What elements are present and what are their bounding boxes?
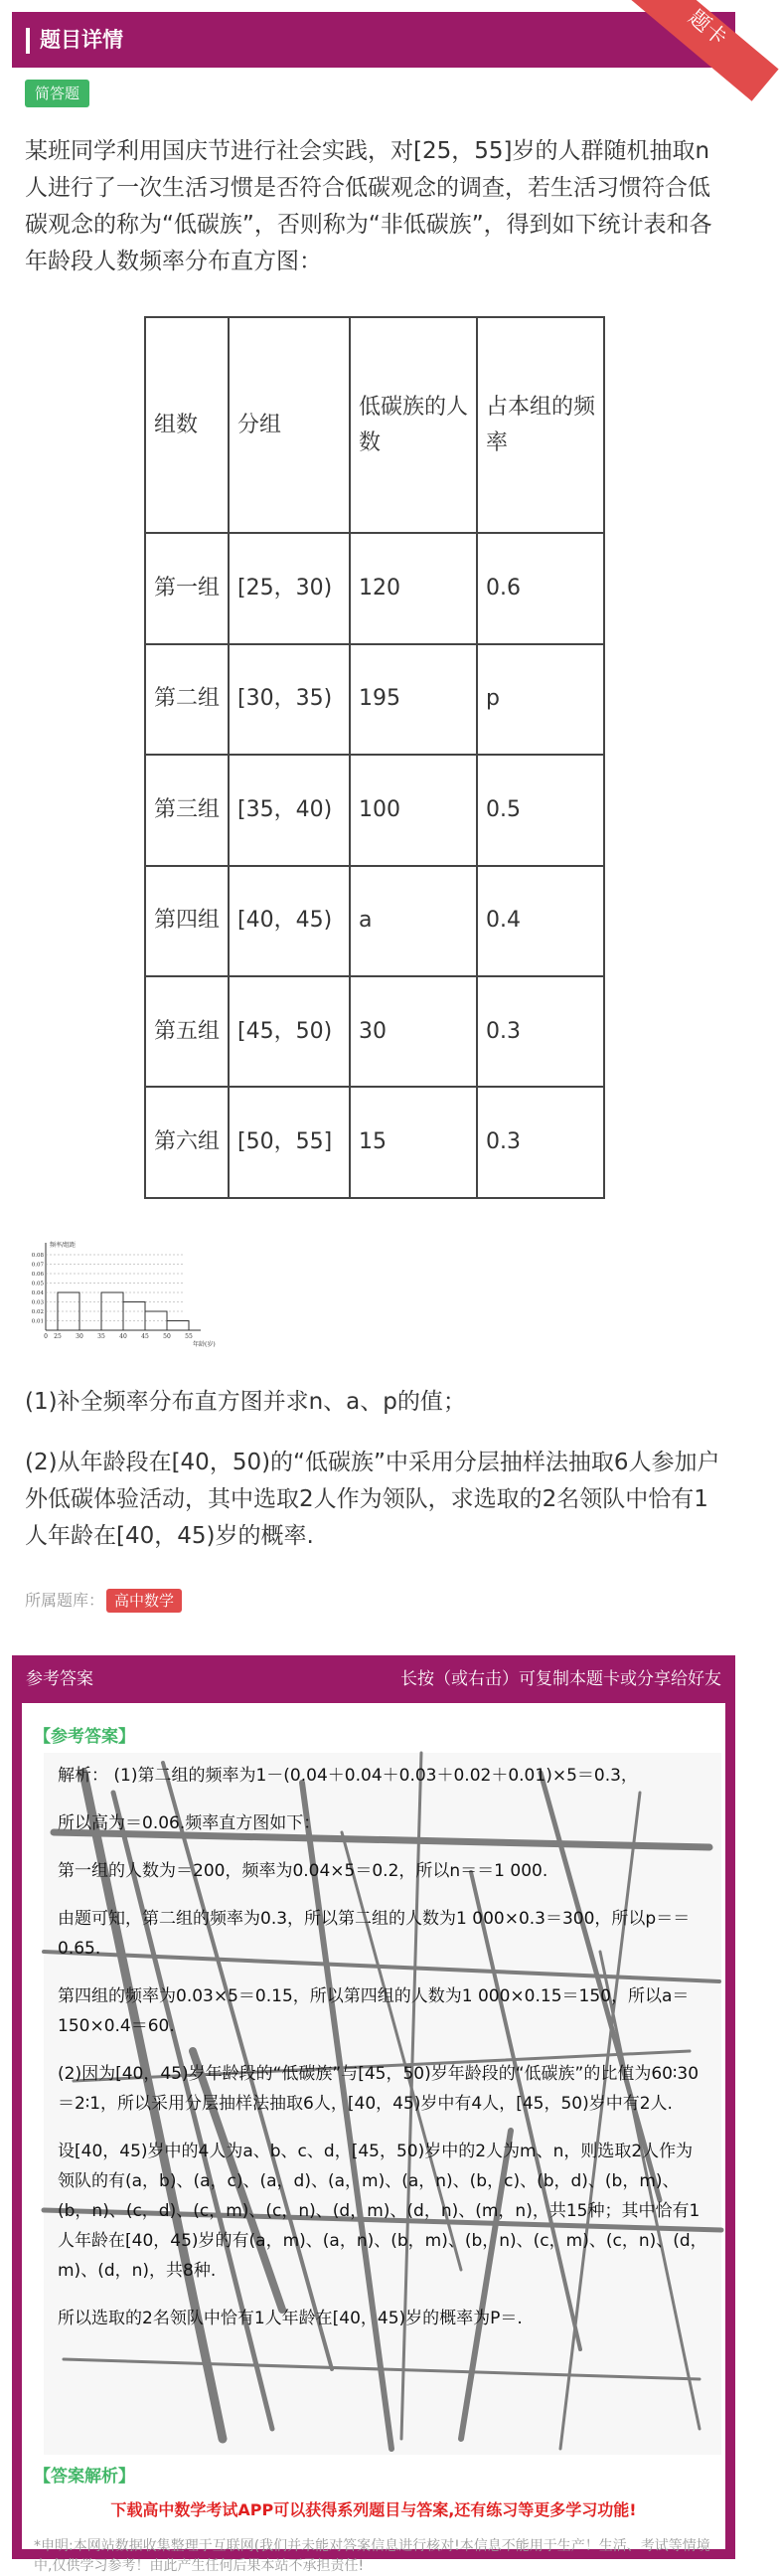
table-cell: 30 (350, 976, 477, 1087)
y-tick-label: 0.03 (31, 1299, 44, 1306)
table-cell: 100 (350, 755, 477, 865)
answer-panel (12, 1655, 735, 2574)
question-type-badge: 简答题 (25, 80, 89, 107)
table-cell: p (477, 644, 604, 755)
ribbon-label: 题卡 (684, 5, 732, 51)
y-tick-label: 0.08 (31, 1253, 44, 1259)
solution-line: 第一组的人数为＝200，频率为0.04×5＝0.2，所以n＝＝1 000. (58, 1861, 548, 1881)
table-cell: [40，45) (229, 866, 350, 976)
solution-line: 设[40，45)岁中的4人为a、b、c、d，[45，50)岁中的2人为m、n，则选取2人作为领队的有(a，b)、(a，c)、(a，d)、(a，m)、(a，n)、(b，c)、(b，d)、(b，m)、(b，n)、(c，d)、(c，m)、(c，n)、(d，m)、(d，n)、(m，n)，共15种；其中恰有1人年龄在[40，45)岁的有(a，m)、(a，n)、(b，m)、(b，n)、(c，m)、(c，n)、(d，m)、(d，n)，共8种. (58, 2142, 707, 2281)
table-header-cell: 占本组的频率 (477, 317, 604, 533)
table-cell: 0.3 (477, 976, 604, 1087)
answer-analysis-label: 【答案解析】 (34, 2467, 135, 2487)
table-cell: 0.4 (477, 866, 604, 976)
question-card-ribbon[interactable] (626, 0, 745, 80)
solution-line: 第四组的频率为0.03×5＝0.15，所以第四组的人数为1 000×0.15＝150，所以a＝150×0.4＝60. (58, 1986, 690, 2036)
table-cell: 第二组 (145, 644, 229, 755)
table-cell: 第五组 (145, 976, 229, 1087)
statistics-table (144, 316, 605, 1199)
table-cell: 第一组 (145, 533, 229, 643)
disclaimer-text: *申明:本网站数据收集整理于互联网(我们并未能对答案信息进行核对!本信息不能用于生产！生活、考试等情境中,仅供学习参考！由此产生任何后果本站不承担责任! (34, 2538, 710, 2574)
page-title: 题目详情 (40, 28, 123, 52)
title-accent (26, 28, 30, 54)
solution-text (58, 1753, 709, 2351)
y-tick-label: 0.07 (31, 1262, 44, 1269)
library-tag[interactable]: 高中数学 (106, 1589, 182, 1613)
x-tick-label: 45 (141, 1333, 149, 1340)
y-tick-label: 0.05 (31, 1281, 44, 1288)
y-tick-label: 0.01 (31, 1318, 44, 1325)
y-tick-label: 0.06 (31, 1272, 44, 1278)
histogram-bar (101, 1292, 123, 1330)
solution-line: 解析： (1)第二组的频率为1－(0.04＋0.04＋0.03＋0.02＋0.01)×5＝0.3， (58, 1766, 638, 1786)
x-tick-label: 30 (76, 1333, 83, 1340)
table-cell: [35，40) (229, 755, 350, 865)
x-tick-label: 50 (163, 1333, 171, 1340)
y-tick-label: 0.04 (31, 1290, 44, 1296)
histogram-bar (145, 1311, 167, 1330)
answer-body (22, 1703, 725, 2574)
histogram-bar (167, 1321, 189, 1331)
x-tick-label: 25 (54, 1333, 62, 1340)
table-cell: 120 (350, 533, 477, 643)
table-row (145, 755, 604, 865)
solution-line: (2)因为[40，45)岁年龄段的“低碳族”与[45，50)岁年龄段的“低碳族”的比值为60∶30＝2∶1，所以采用分层抽样法抽取6人，[40，45)岁中有4人，[45，50)岁中有2人. (58, 2064, 700, 2114)
y-tick-label: 0.02 (31, 1309, 44, 1315)
scanned-solution-image (44, 1753, 721, 2455)
y-axis-label: 频率/组距 (50, 1242, 77, 1249)
x-axis-label: 年龄(岁) (193, 1341, 216, 1348)
x-tick-label: 35 (97, 1333, 105, 1340)
table-cell: a (350, 866, 477, 976)
table-cell: [45，50) (229, 976, 350, 1087)
x-tick-label: 0 (44, 1333, 48, 1340)
table-header-cell: 低碳族的人数 (350, 317, 477, 533)
table-row (145, 866, 604, 976)
answer-panel-title: 参考答案 (26, 1669, 93, 1689)
table-cell: [50，55] (229, 1087, 350, 1198)
solution-line: 由题可知，第二组的频率为0.3，所以第二组的人数为1 000×0.3＝300，所以p＝＝0.65. (58, 1909, 691, 1959)
table-cell: 第三组 (145, 755, 229, 865)
library-label: 所属题库： (25, 1591, 105, 1610)
table-cell: [25，30) (229, 533, 350, 643)
question-stem: 某班同学利用国庆节进行社会实践，对[25，55]岁的人群随机抽取n人进行了一次生活习惯是否符合低碳观念的调查，若生活习惯符合低碳观念的称为“低碳族”，否则称为“非低碳族”，得到如下统计表和各年龄段人数频率分布直方图： (25, 138, 712, 274)
table-header-row (145, 317, 604, 533)
table-header-cell: 组数 (145, 317, 229, 533)
question-part-1: (1)补全频率分布直方图并求n、a、p的值； (25, 1389, 466, 1415)
table-cell: 195 (350, 644, 477, 755)
table-row (145, 1087, 604, 1198)
table-row (145, 976, 604, 1087)
table-cell: 0.5 (477, 755, 604, 865)
solution-line: 所以高为＝0.06.频率直方图如下： (58, 1813, 321, 1833)
table-row (145, 533, 604, 643)
x-tick-label: 55 (185, 1333, 193, 1340)
table-cell: 0.6 (477, 533, 604, 643)
table-row (145, 644, 604, 755)
reference-answer-label: 【参考答案】 (34, 1727, 135, 1747)
x-tick-label: 40 (119, 1333, 127, 1340)
app-download-link[interactable]: 下载高中数学考试APP可以获得系列题目与答案,还有练习等更多学习功能! (110, 2500, 637, 2519)
frequency-histogram (28, 1233, 227, 1352)
table-cell: 0.3 (477, 1087, 604, 1198)
table-cell: [30，35) (229, 644, 350, 755)
table-cell: 第六组 (145, 1087, 229, 1198)
table-cell: 15 (350, 1087, 477, 1198)
histogram-bar (123, 1302, 145, 1331)
share-hint: 长按（或右击）可复制本题卡或分享给好友 (400, 1669, 721, 1689)
solution-line: 所以选取的2名领队中恰有1人年龄在[40，45)岁的概率为P＝. (58, 2309, 523, 2328)
histogram-bar (58, 1292, 79, 1330)
table-cell: 第四组 (145, 866, 229, 976)
table-header-cell: 分组 (229, 317, 350, 533)
question-part-2: (2)从年龄段在[40，50)的“低碳族”中采用分层抽样法抽取6人参加户外低碳体验活动，其中选取2人作为领队，求选取的2名领队中恰有1人年龄在[40，45)岁的概率. (25, 1450, 720, 1549)
